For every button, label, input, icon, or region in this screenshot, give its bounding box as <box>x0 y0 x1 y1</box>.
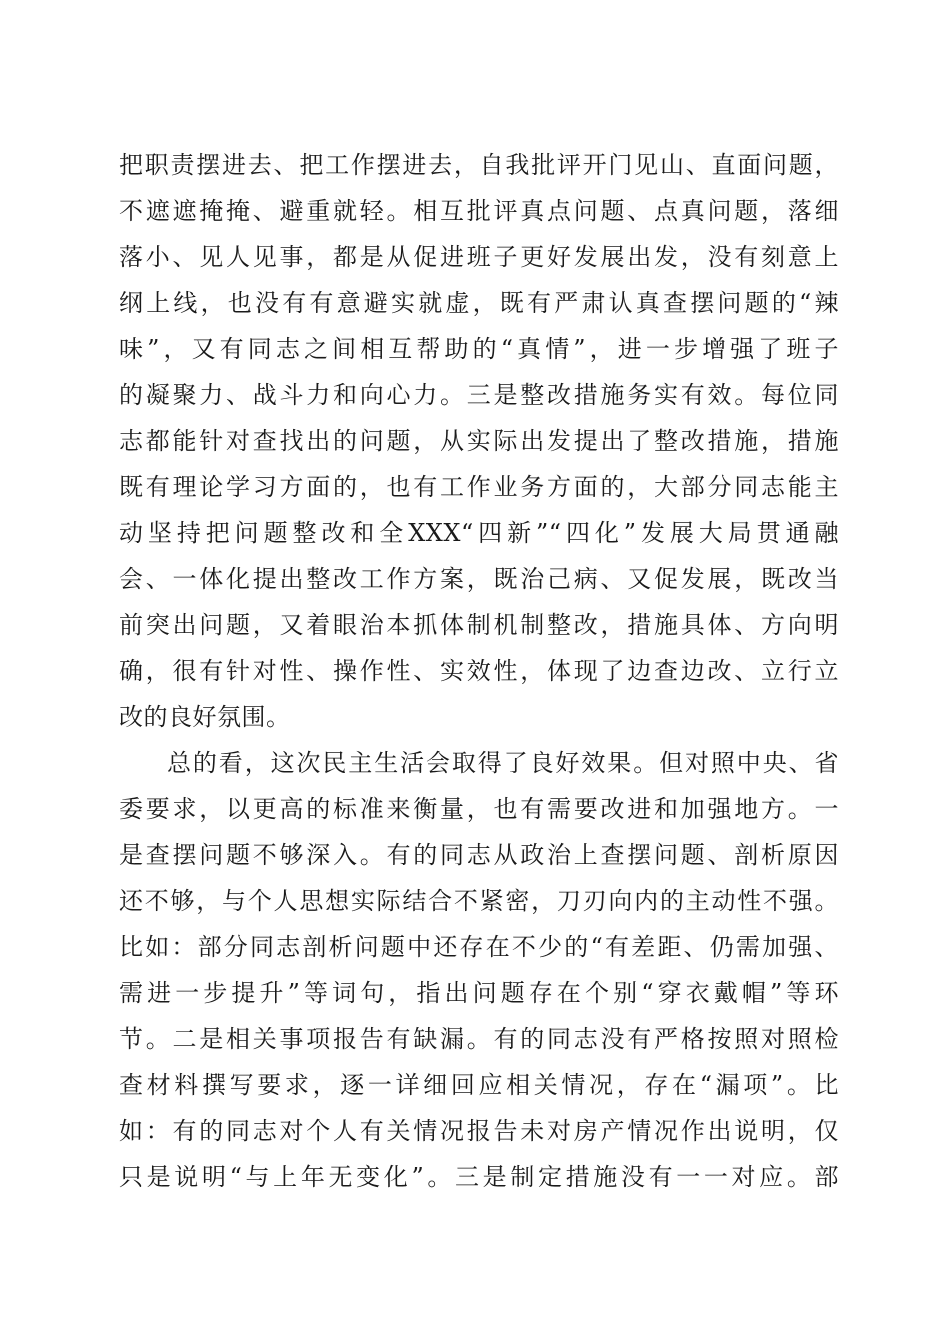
paragraph-line: 只是说明“与上年无变化”。三是制定措施没有一一对应。部 <box>119 1163 839 1191</box>
paragraph-line: 志都能针对查找出的问题，从实际出发提出了整改措施，措施 <box>119 427 839 455</box>
paragraph-line: 的凝聚力、战斗力和向心力。三是整改措施务实有效。每位同 <box>119 381 839 409</box>
paragraph-1 <box>119 142 839 740</box>
paragraph-line: 既有理论学习方面的，也有工作业务方面的，大部分同志能主 <box>119 473 839 501</box>
paragraph-line: 查材料撰写要求，逐一详细回应相关情况，存在“漏项”。比 <box>119 1071 839 1099</box>
paragraph-line: 纲上线，也没有有意避实就虚，既有严肃认真查摆问题的“辣 <box>119 289 839 317</box>
paragraph-line: 确，很有针对性、操作性、实效性，体现了边查边改、立行立 <box>119 657 839 685</box>
paragraph-line: 味”，又有同志之间相互帮助的“真情”，进一步增强了班子 <box>119 335 839 363</box>
paragraph-line: 还不够，与个人思想实际结合不紧密，刀刃向内的主动性不强。 <box>119 887 839 915</box>
paragraph-2 <box>119 740 839 1200</box>
paragraph-line: 会、一体化提出整改工作方案，既治己病、又促发展，既改当 <box>119 565 839 593</box>
paragraph-line: 比如：部分同志剖析问题中还存在不少的“有差距、仍需加强、 <box>119 933 839 961</box>
paragraph-line: 前突出问题，又着眼治本抓体制机制整改，措施具体、方向明 <box>119 611 839 639</box>
paragraph-line: 把职责摆进去、把工作摆进去，自我批评开门见山、直面问题， <box>119 151 839 179</box>
paragraph-line: 不遮遮掩掩、避重就轻。相互批评真点问题、点真问题，落细 <box>119 197 839 225</box>
paragraph-line: 改的良好氛围。 <box>119 703 291 731</box>
paragraph-line: 是查摆问题不够深入。有的同志从政治上查摆问题、剖析原因 <box>119 841 839 869</box>
paragraph-line: 委要求，以更高的标准来衡量，也有需要改进和加强地方。一 <box>119 795 839 823</box>
paragraph-line: 如：有的同志对个人有关情况报告未对房产情况作出说明，仅 <box>119 1117 839 1145</box>
paragraph-line: 动坚持把问题整改和全XXX“四新”“四化”发展大局贯通融 <box>119 519 839 547</box>
paragraph-line: 节。二是相关事项报告有缺漏。有的同志没有严格按照对照检 <box>119 1025 839 1053</box>
paragraph-line: 总的看，这次民主生活会取得了良好效果。但对照中央、省 <box>167 749 839 777</box>
paragraph-line: 需进一步提升”等词句，指出问题存在个别“穿衣戴帽”等环 <box>119 979 839 1007</box>
paragraph-line: 落小、见人见事，都是从促进班子更好发展出发，没有刻意上 <box>119 243 839 271</box>
document-body <box>119 142 839 1200</box>
